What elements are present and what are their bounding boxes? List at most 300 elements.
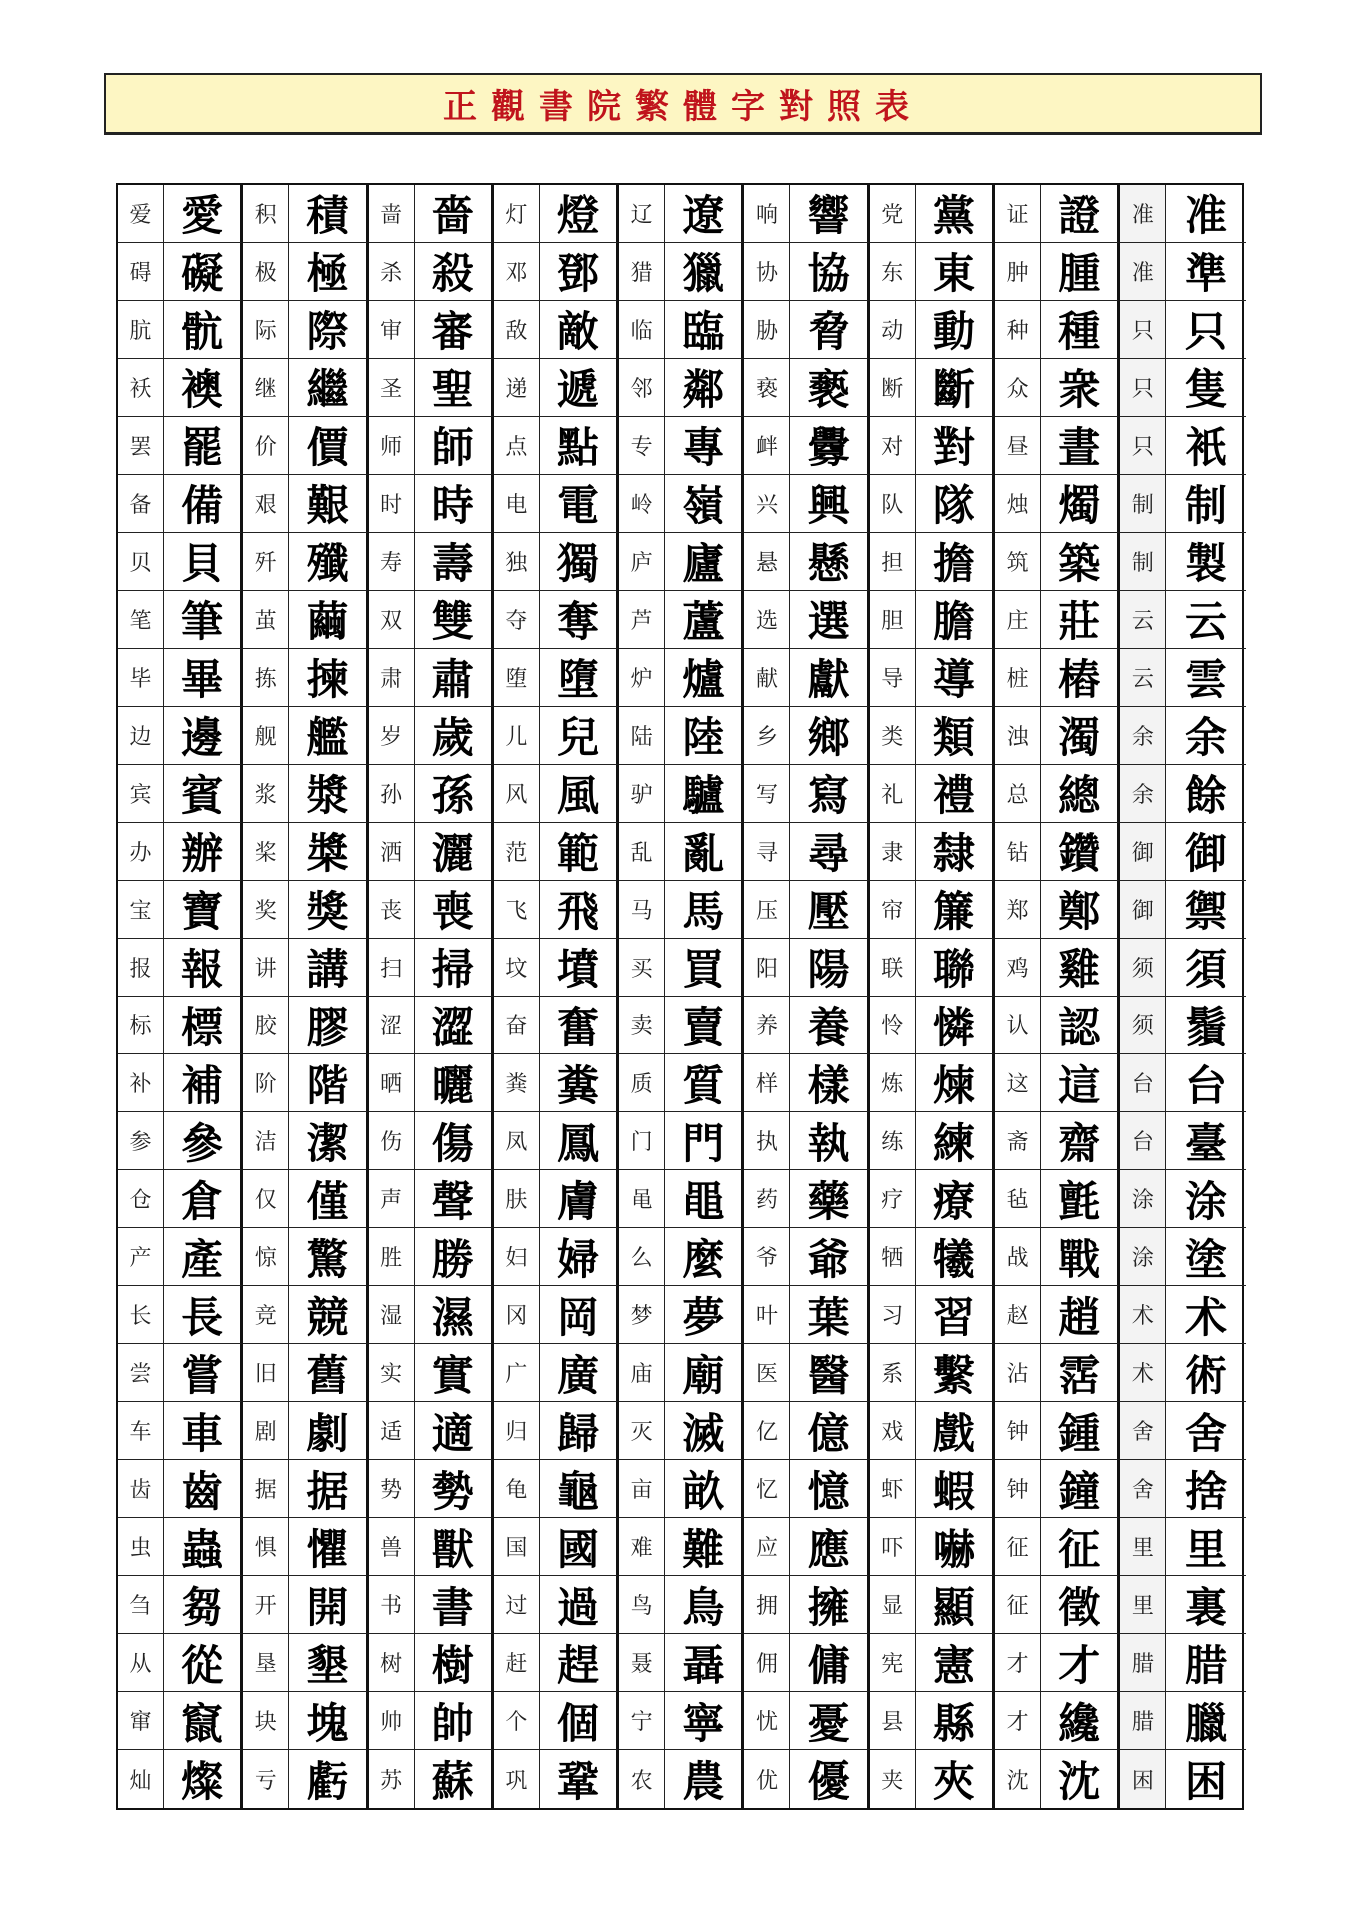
simplified-char-cell: 补	[118, 1054, 164, 1112]
traditional-char-cell: 鞏	[540, 1750, 619, 1808]
simplified-char-cell: 继	[243, 359, 289, 417]
simplified-char-cell: 窜	[118, 1692, 164, 1750]
traditional-char-cell: 礙	[164, 243, 243, 301]
traditional-char-cell: 黨	[916, 185, 995, 243]
simplified-char-cell: 应	[744, 1518, 790, 1576]
simplified-char-cell: 沈	[995, 1750, 1041, 1808]
simplified-char-cell: 优	[744, 1750, 790, 1808]
traditional-char-cell: 余	[1166, 707, 1245, 765]
traditional-char-cell: 價	[289, 417, 368, 475]
traditional-char-cell: 制	[1166, 475, 1245, 533]
simplified-char-cell: 边	[118, 707, 164, 765]
simplified-char-cell: 忧	[744, 1692, 790, 1750]
simplified-char-cell: 昼	[995, 417, 1041, 475]
traditional-char-cell: 艱	[289, 475, 368, 533]
traditional-char-cell: 憲	[916, 1634, 995, 1692]
simplified-char-cell: 艰	[243, 475, 289, 533]
simplified-char-cell: 鸟	[619, 1576, 665, 1634]
traditional-char-cell: 舊	[289, 1344, 368, 1402]
simplified-char-cell: 征	[995, 1518, 1041, 1576]
simplified-char-cell: 东	[870, 243, 916, 301]
simplified-char-cell: 炼	[870, 1054, 916, 1112]
traditional-char-cell: 壽	[415, 533, 494, 591]
traditional-char-cell: 蘆	[665, 591, 744, 649]
traditional-char-cell: 只	[1166, 301, 1245, 359]
simplified-char-cell: 啬	[369, 185, 415, 243]
simplified-char-cell: 亩	[619, 1460, 665, 1518]
traditional-char-cell: 纔	[1041, 1692, 1120, 1750]
traditional-char-cell: 据	[289, 1460, 368, 1518]
simplified-char-cell: 参	[118, 1112, 164, 1170]
traditional-char-cell: 繭	[289, 591, 368, 649]
traditional-char-cell: 賣	[665, 997, 744, 1055]
simplified-char-cell: 虾	[870, 1460, 916, 1518]
traditional-char-cell: 協	[790, 243, 869, 301]
simplified-char-cell: 亿	[744, 1402, 790, 1460]
simplified-char-cell: 卖	[619, 997, 665, 1055]
traditional-char-cell: 聶	[665, 1634, 744, 1692]
simplified-char-cell: 导	[870, 649, 916, 707]
traditional-char-cell: 買	[665, 939, 744, 997]
traditional-char-cell: 獵	[665, 243, 744, 301]
simplified-char-cell: 钟	[995, 1460, 1041, 1518]
traditional-char-cell: 敵	[540, 301, 619, 359]
traditional-char-cell: 縣	[916, 1692, 995, 1750]
traditional-char-cell: 賓	[164, 765, 243, 823]
simplified-char-cell: 系	[870, 1344, 916, 1402]
traditional-char-cell: 征	[1041, 1518, 1120, 1576]
traditional-char-cell: 報	[164, 939, 243, 997]
traditional-char-cell: 參	[164, 1112, 243, 1170]
simplified-char-cell: 竞	[243, 1286, 289, 1344]
simplified-char-cell: 断	[870, 359, 916, 417]
simplified-char-cell: 办	[118, 823, 164, 881]
simplified-char-cell: 涂	[1120, 1228, 1166, 1286]
traditional-char-cell: 標	[164, 997, 243, 1055]
simplified-char-cell: 响	[744, 185, 790, 243]
simplified-char-cell: 丧	[369, 881, 415, 939]
simplified-char-cell: 齿	[118, 1460, 164, 1518]
simplified-char-cell: 堕	[494, 649, 540, 707]
traditional-char-cell: 趕	[540, 1634, 619, 1692]
traditional-char-cell: 墮	[540, 649, 619, 707]
simplified-char-cell: 书	[369, 1576, 415, 1634]
simplified-char-cell: 歼	[243, 533, 289, 591]
simplified-char-cell: 肃	[369, 649, 415, 707]
simplified-char-cell: 县	[870, 1692, 916, 1750]
simplified-char-cell: 惊	[243, 1228, 289, 1286]
simplified-char-cell: 巩	[494, 1750, 540, 1808]
simplified-char-cell: 标	[118, 997, 164, 1055]
simplified-char-cell: 佣	[744, 1634, 790, 1692]
traditional-char-cell: 齒	[164, 1460, 243, 1518]
simplified-char-cell: 扫	[369, 939, 415, 997]
traditional-char-cell: 艦	[289, 707, 368, 765]
traditional-char-cell: 驢	[665, 765, 744, 823]
simplified-char-cell: 贝	[118, 533, 164, 591]
traditional-char-cell: 醫	[790, 1344, 869, 1402]
simplified-char-cell: 涩	[369, 997, 415, 1055]
traditional-char-cell: 劇	[289, 1402, 368, 1460]
simplified-char-cell: 类	[870, 707, 916, 765]
simplified-char-cell: 么	[619, 1228, 665, 1286]
simplified-char-cell: 准	[1120, 243, 1166, 301]
simplified-char-cell: 舍	[1120, 1460, 1166, 1518]
simplified-char-cell: 担	[870, 533, 916, 591]
simplified-char-cell: 电	[494, 475, 540, 533]
traditional-char-cell: 獻	[790, 649, 869, 707]
simplified-char-cell: 困	[1120, 1750, 1166, 1808]
simplified-char-cell: 驴	[619, 765, 665, 823]
simplified-char-cell: 陆	[619, 707, 665, 765]
traditional-char-cell: 獸	[415, 1518, 494, 1576]
traditional-char-cell: 憐	[916, 997, 995, 1055]
simplified-char-cell: 胁	[744, 301, 790, 359]
traditional-char-cell: 殲	[289, 533, 368, 591]
traditional-char-cell: 莊	[1041, 591, 1120, 649]
simplified-char-cell: 爷	[744, 1228, 790, 1286]
traditional-char-cell: 雙	[415, 591, 494, 649]
traditional-char-cell: 膠	[289, 997, 368, 1055]
simplified-char-cell: 忆	[744, 1460, 790, 1518]
simplified-char-cell: 积	[243, 185, 289, 243]
traditional-char-cell: 樹	[415, 1634, 494, 1692]
simplified-char-cell: 总	[995, 765, 1041, 823]
traditional-char-cell: 釁	[790, 417, 869, 475]
traditional-char-cell: 塗	[1166, 1228, 1245, 1286]
simplified-char-cell: 习	[870, 1286, 916, 1344]
traditional-char-cell: 蝦	[916, 1460, 995, 1518]
traditional-char-cell: 傷	[415, 1112, 494, 1170]
traditional-char-cell: 繫	[916, 1344, 995, 1402]
traditional-char-cell: 臺	[1166, 1112, 1245, 1170]
simplified-char-cell: 声	[369, 1170, 415, 1228]
simplified-char-cell: 这	[995, 1054, 1041, 1112]
simplified-char-cell: 疗	[870, 1170, 916, 1228]
simplified-char-cell: 个	[494, 1692, 540, 1750]
traditional-char-cell: 燦	[164, 1750, 243, 1808]
simplified-char-cell: 洁	[243, 1112, 289, 1170]
traditional-char-cell: 對	[916, 417, 995, 475]
traditional-char-cell: 遼	[665, 185, 744, 243]
traditional-char-cell: 歸	[540, 1402, 619, 1460]
traditional-char-cell: 獎	[289, 881, 368, 939]
traditional-char-cell: 戲	[916, 1402, 995, 1460]
simplified-char-cell: 虫	[118, 1518, 164, 1576]
simplified-char-cell: 碍	[118, 243, 164, 301]
traditional-char-cell: 製	[1166, 533, 1245, 591]
simplified-char-cell: 宪	[870, 1634, 916, 1692]
simplified-char-cell: 据	[243, 1460, 289, 1518]
simplified-char-cell: 乱	[619, 823, 665, 881]
traditional-char-cell: 才	[1041, 1634, 1120, 1692]
simplified-char-cell: 衅	[744, 417, 790, 475]
traditional-char-cell: 點	[540, 417, 619, 475]
traditional-char-cell: 選	[790, 591, 869, 649]
simplified-char-cell: 钻	[995, 823, 1041, 881]
simplified-char-cell: 浆	[243, 765, 289, 823]
simplified-char-cell: 国	[494, 1518, 540, 1576]
traditional-char-cell: 罷	[164, 417, 243, 475]
simplified-char-cell: 双	[369, 591, 415, 649]
traditional-char-cell: 臨	[665, 301, 744, 359]
simplified-char-cell: 开	[243, 1576, 289, 1634]
traditional-char-cell: 嗇	[415, 185, 494, 243]
simplified-char-cell: 讲	[243, 939, 289, 997]
traditional-char-cell: 開	[289, 1576, 368, 1634]
simplified-char-cell: 台	[1120, 1054, 1166, 1112]
traditional-char-cell: 廬	[665, 533, 744, 591]
traditional-char-cell: 揀	[289, 649, 368, 707]
traditional-char-cell: 餘	[1166, 765, 1245, 823]
simplified-char-cell: 袄	[118, 359, 164, 417]
simplified-char-cell: 兴	[744, 475, 790, 533]
simplified-char-cell: 协	[744, 243, 790, 301]
traditional-char-cell: 煉	[916, 1054, 995, 1112]
simplified-char-cell: 龟	[494, 1460, 540, 1518]
traditional-char-cell: 曬	[415, 1054, 494, 1112]
traditional-char-cell: 嶺	[665, 475, 744, 533]
traditional-char-cell: 廟	[665, 1344, 744, 1402]
traditional-char-cell: 響	[790, 185, 869, 243]
simplified-char-cell: 怜	[870, 997, 916, 1055]
traditional-char-cell: 長	[164, 1286, 243, 1344]
simplified-char-cell: 夹	[870, 1750, 916, 1808]
simplified-char-cell: 斋	[995, 1112, 1041, 1170]
simplified-char-cell: 压	[744, 881, 790, 939]
traditional-char-cell: 聖	[415, 359, 494, 417]
simplified-char-cell: 凤	[494, 1112, 540, 1170]
simplified-char-cell: 里	[1120, 1518, 1166, 1576]
simplified-char-cell: 际	[243, 301, 289, 359]
simplified-char-cell: 只	[1120, 417, 1166, 475]
traditional-char-cell: 興	[790, 475, 869, 533]
simplified-char-cell: 戏	[870, 1402, 916, 1460]
traditional-char-cell: 潔	[289, 1112, 368, 1170]
simplified-char-cell: 写	[744, 765, 790, 823]
traditional-char-cell: 准	[1166, 185, 1245, 243]
simplified-char-cell: 术	[1120, 1286, 1166, 1344]
simplified-char-cell: 专	[619, 417, 665, 475]
traditional-char-cell: 沈	[1041, 1750, 1120, 1808]
traditional-char-cell: 鄧	[540, 243, 619, 301]
traditional-char-cell: 東	[916, 243, 995, 301]
traditional-char-cell: 霑	[1041, 1344, 1120, 1402]
traditional-char-cell: 極	[289, 243, 368, 301]
traditional-char-cell: 困	[1185, 1757, 1228, 1807]
traditional-char-cell: 兒	[540, 707, 619, 765]
simplified-char-cell: 临	[619, 301, 665, 359]
traditional-char-cell: 邊	[164, 707, 243, 765]
traditional-char-cell: 農	[665, 1750, 744, 1808]
simplified-char-cell: 辽	[619, 185, 665, 243]
simplified-char-cell: 队	[870, 475, 916, 533]
traditional-char-cell: 蘇	[415, 1750, 494, 1808]
simplified-char-cell: 毡	[995, 1170, 1041, 1228]
simplified-char-cell: 台	[1120, 1112, 1166, 1170]
traditional-char-cell: 麼	[665, 1228, 744, 1286]
traditional-char-cell: 禮	[916, 765, 995, 823]
traditional-char-cell: 糞	[540, 1054, 619, 1112]
traditional-char-cell: 臘	[1166, 1692, 1245, 1750]
traditional-char-cell: 僅	[289, 1170, 368, 1228]
traditional-char-cell: 繼	[289, 359, 368, 417]
simplified-char-cell: 灯	[494, 185, 540, 243]
traditional-char-cell: 準	[1166, 243, 1245, 301]
simplified-char-cell: 邻	[619, 359, 665, 417]
traditional-char-cell: 難	[665, 1518, 744, 1576]
simplified-char-cell: 奖	[243, 881, 289, 939]
traditional-char-cell: 膚	[540, 1170, 619, 1228]
traditional-char-cell: 氈	[1041, 1170, 1120, 1228]
traditional-char-cell: 辦	[164, 823, 243, 881]
simplified-char-cell: 质	[619, 1054, 665, 1112]
simplified-char-cell: 亏	[243, 1750, 289, 1808]
simplified-char-cell: 归	[494, 1402, 540, 1460]
simplified-char-cell: 余	[1120, 765, 1166, 823]
simplified-char-cell: 帅	[369, 1692, 415, 1750]
traditional-char-cell: 專	[665, 417, 744, 475]
simplified-char-cell: 鸡	[995, 939, 1041, 997]
traditional-char-cell: 馬	[665, 881, 744, 939]
traditional-char-cell: 滅	[665, 1402, 744, 1460]
simplified-char-cell: 点	[494, 417, 540, 475]
simplified-char-cell: 飞	[494, 881, 540, 939]
traditional-char-cell: 範	[540, 823, 619, 881]
traditional-char-cell: 樁	[1041, 649, 1120, 707]
simplified-char-cell: 制	[1120, 533, 1166, 591]
traditional-char-cell: 遞	[540, 359, 619, 417]
simplified-char-cell: 递	[494, 359, 540, 417]
simplified-char-cell: 选	[744, 591, 790, 649]
traditional-char-cell: 雞	[1041, 939, 1120, 997]
simplified-char-cell: 宁	[619, 1692, 665, 1750]
simplified-char-cell: 肮	[118, 301, 164, 359]
traditional-char-cell: 養	[790, 997, 869, 1055]
traditional-char-cell: 衆	[1041, 359, 1120, 417]
traditional-char-cell: 龜	[540, 1460, 619, 1518]
traditional-char-cell: 勝	[415, 1228, 494, 1286]
simplified-char-cell: 车	[118, 1402, 164, 1460]
simplified-char-cell: 寻	[744, 823, 790, 881]
simplified-char-cell: 剧	[243, 1402, 289, 1460]
simplified-char-cell: 烛	[995, 475, 1041, 533]
simplified-char-cell: 垦	[243, 1634, 289, 1692]
simplified-char-cell: 征	[995, 1576, 1041, 1634]
traditional-char-cell: 嚇	[916, 1518, 995, 1576]
simplified-char-cell: 药	[744, 1170, 790, 1228]
traditional-char-cell: 台	[1166, 1054, 1245, 1112]
simplified-char-cell: 战	[995, 1228, 1041, 1286]
simplified-char-cell: 难	[619, 1518, 665, 1576]
simplified-char-cell: 云	[1120, 591, 1166, 649]
simplified-char-cell: 风	[494, 765, 540, 823]
simplified-char-cell: 独	[494, 533, 540, 591]
simplified-char-cell: 拣	[243, 649, 289, 707]
simplified-char-cell: 术	[1120, 1344, 1166, 1402]
traditional-char-cell: 歲	[415, 707, 494, 765]
simplified-char-cell: 桨	[243, 823, 289, 881]
simplified-char-cell: 云	[1120, 649, 1166, 707]
simplified-char-cell: 才	[995, 1692, 1041, 1750]
traditional-char-cell: 骯	[164, 301, 243, 359]
simplified-char-cell: 罢	[118, 417, 164, 475]
traditional-char-cell: 導	[916, 649, 995, 707]
simplified-char-cell: 腊	[1120, 1692, 1166, 1750]
simplified-char-cell: 妇	[494, 1228, 540, 1286]
simplified-char-cell: 余	[1120, 707, 1166, 765]
traditional-char-cell: 鄭	[1041, 881, 1120, 939]
simplified-char-cell: 胆	[870, 591, 916, 649]
simplified-char-cell: 阶	[243, 1054, 289, 1112]
traditional-char-cell: 鄉	[790, 707, 869, 765]
traditional-char-cell: 補	[164, 1054, 243, 1112]
simplified-char-cell: 儿	[494, 707, 540, 765]
simplified-char-cell: 适	[369, 1402, 415, 1460]
traditional-char-cell: 膽	[916, 591, 995, 649]
page-title: 正觀書院繁體字對照表	[443, 87, 923, 127]
traditional-char-cell: 認	[1041, 997, 1120, 1055]
traditional-char-cell: 舍	[1166, 1402, 1245, 1460]
simplified-char-cell: 门	[619, 1112, 665, 1170]
traditional-char-cell: 筆	[164, 591, 243, 649]
simplified-char-cell: 涂	[1120, 1170, 1166, 1228]
traditional-char-cell: 執	[790, 1112, 869, 1170]
simplified-char-cell: 胶	[243, 997, 289, 1055]
traditional-char-cell: 動	[916, 301, 995, 359]
traditional-char-cell: 趙	[1041, 1286, 1120, 1344]
traditional-char-cell: 隻	[1166, 359, 1245, 417]
traditional-char-cell: 貝	[164, 533, 243, 591]
simplified-char-cell: 筑	[995, 533, 1041, 591]
traditional-char-cell: 齋	[1041, 1112, 1120, 1170]
traditional-char-cell: 裏	[1166, 1576, 1245, 1634]
simplified-char-cell: 夺	[494, 591, 540, 649]
traditional-char-cell: 寶	[164, 881, 243, 939]
traditional-char-cell: 奮	[540, 997, 619, 1055]
simplified-char-cell: 茧	[243, 591, 289, 649]
traditional-char-cell: 腊	[1166, 1634, 1245, 1692]
traditional-char-cell: 夢	[665, 1286, 744, 1344]
simplified-char-cell: 过	[494, 1576, 540, 1634]
traditional-char-cell: 孫	[415, 765, 494, 823]
simplified-char-cell: 舰	[243, 707, 289, 765]
traditional-char-cell: 廣	[540, 1344, 619, 1402]
simplified-char-cell: 聂	[619, 1634, 665, 1692]
simplified-char-cell: 灭	[619, 1402, 665, 1460]
simplified-char-cell: 肿	[995, 243, 1041, 301]
traditional-char-cell: 產	[164, 1228, 243, 1286]
traditional-char-cell: 練	[916, 1112, 995, 1170]
simplified-char-cell: 执	[744, 1112, 790, 1170]
simplified-char-cell: 黾	[619, 1170, 665, 1228]
traditional-char-cell: 漿	[289, 765, 368, 823]
simplified-char-cell: 亵	[744, 359, 790, 417]
traditional-char-cell: 御	[1166, 823, 1245, 881]
traditional-char-cell: 須	[1166, 939, 1245, 997]
simplified-char-cell: 庙	[619, 1344, 665, 1402]
traditional-char-cell: 聯	[916, 939, 995, 997]
traditional-char-cell: 禦	[1166, 881, 1245, 939]
traditional-char-cell: 术	[1166, 1286, 1245, 1344]
simplified-char-cell: 证	[995, 185, 1041, 243]
traditional-char-cell: 肅	[415, 649, 494, 707]
traditional-char-cell: 時	[415, 475, 494, 533]
simplified-char-cell: 牺	[870, 1228, 916, 1286]
traditional-char-cell: 擔	[916, 533, 995, 591]
simplified-char-cell: 实	[369, 1344, 415, 1402]
simplified-char-cell: 兽	[369, 1518, 415, 1576]
